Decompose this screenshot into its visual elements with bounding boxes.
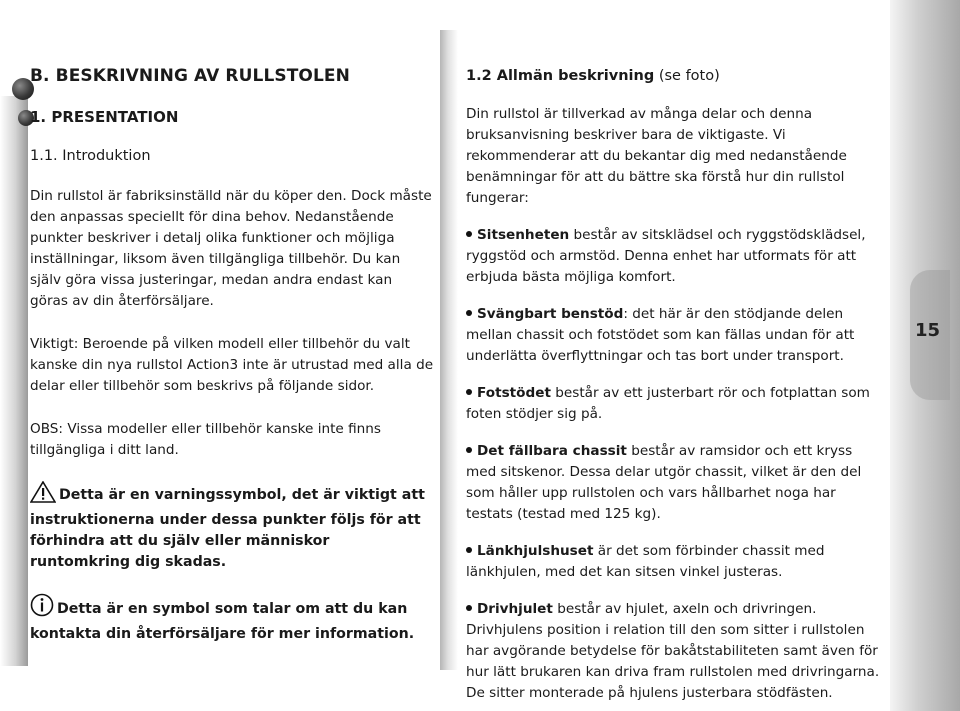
info-notice [30, 593, 434, 645]
item-text: är det som förbinder chassit med länkhjulen, med det kan sitsen vinkel justeras. [466, 543, 825, 580]
item-text: består av hjulet, axeln och drivringen. Drivhjulens position i relation till den som sitter i rullstolen har avgörande betydelse för bakåtstabiliteten samt även för hur lätt brukaren kan driva fram rullstolen med drivringarna. De sitter monterade på hjulens justerbara stödfästen. [466, 601, 880, 701]
item-term: Fotstödet [477, 385, 551, 401]
warning-triangle-icon [30, 481, 56, 510]
bullet-icon [466, 447, 472, 453]
info-circle-icon [30, 593, 54, 624]
list-item [466, 441, 886, 525]
item-term: Svängbart benstöd [477, 306, 624, 322]
list-item [466, 541, 886, 583]
left-decorative-strip [0, 96, 28, 666]
info-text: Detta är en symbol som talar om att du kan kontakta din återförsäljare för mer information. [30, 601, 415, 642]
subsection-heading-introduction: 1.1. Introduktion [30, 148, 151, 164]
left-column [30, 66, 434, 645]
section-heading-presentation: 1. PRESENTATION [30, 108, 179, 126]
bullet-icon [466, 605, 472, 611]
item-term: Det fällbara chassit [477, 443, 627, 459]
obs-paragraph: OBS: Vissa modeller eller tillbehör kanske inte finns tillgängliga i ditt land. [30, 421, 381, 458]
item-term: Länkhjulshuset [477, 543, 594, 559]
important-paragraph: Viktigt: Beroende på vilken modell eller tillbehör du valt kanske din nya rullstol Action3 inte är utrustad med alla de delar eller tillbehör som beskrivs på följande sidor. [30, 336, 434, 394]
intro-paragraph: Din rullstol är fabriksinställd när du köper den. Dock måste den anpassas speciellt för dina behov. Nedanstående punkter beskriver i detalj olika funktioner och möjliga inställningar, liksom även tillgängliga tillbehör. Du kan själv göra vissa justeringar, medan andra endast kan göras av din återförsäljare. [30, 188, 432, 309]
list-item [466, 304, 886, 367]
general-description-heading [466, 66, 886, 87]
general-description-intro: Din rullstol är tillverkad av många delar och denna bruksanvisning beskriver bara de viktigaste. Vi rekommenderar att du bekantar dig med nedanstående benämningar för att du bättre ska förstå hur din rullstol fungerar: [466, 106, 847, 206]
item-text: : det här är den stödjande delen mellan chassit och fotstödet som kan fällas undan för att underlätta överflyttningar och tas bort under transport. [466, 306, 855, 364]
column-divider [440, 30, 458, 670]
chapter-heading: B. BESKRIVNING AV RULLSTOLEN [30, 66, 350, 86]
bullet-icon [466, 310, 472, 316]
item-text: består av ramsidor och ett kryss med sitskenor. Dessa delar utgör chassit, vilket är den del som håller upp rullstolen och vars hållbarhet noga har testats (testad med 125 kg). [466, 443, 862, 522]
list-item [466, 225, 886, 288]
page-number: 15 [914, 320, 940, 341]
list-item [466, 383, 886, 425]
bullet-icon [466, 231, 472, 237]
right-column [466, 66, 886, 704]
item-term: Drivhjulet [477, 601, 553, 617]
item-text: består av ett justerbart rör och fotplattan som foten stödjer sig på. [466, 385, 870, 422]
item-term: Sitsenheten [477, 227, 570, 243]
bullet-icon [466, 389, 472, 395]
bullet-icon [466, 547, 472, 553]
warning-text: Detta är en varningssymbol, det är viktigt att instruktionerna under dessa punkter följs för att förhindra att du själv eller människor runtomkring dig skadas. [30, 487, 425, 570]
general-description-title: 1.2 Allmän beskrivning [466, 68, 655, 84]
general-description-suffix: (se foto) [654, 68, 720, 84]
item-text: består av sitsklädsel och ryggstödsklädsel, ryggstöd och armstöd. Denna enhet har utformats för att erbjuda bästa möjliga komfort. [466, 227, 866, 285]
list-item [466, 599, 886, 704]
warning-notice [30, 481, 434, 573]
